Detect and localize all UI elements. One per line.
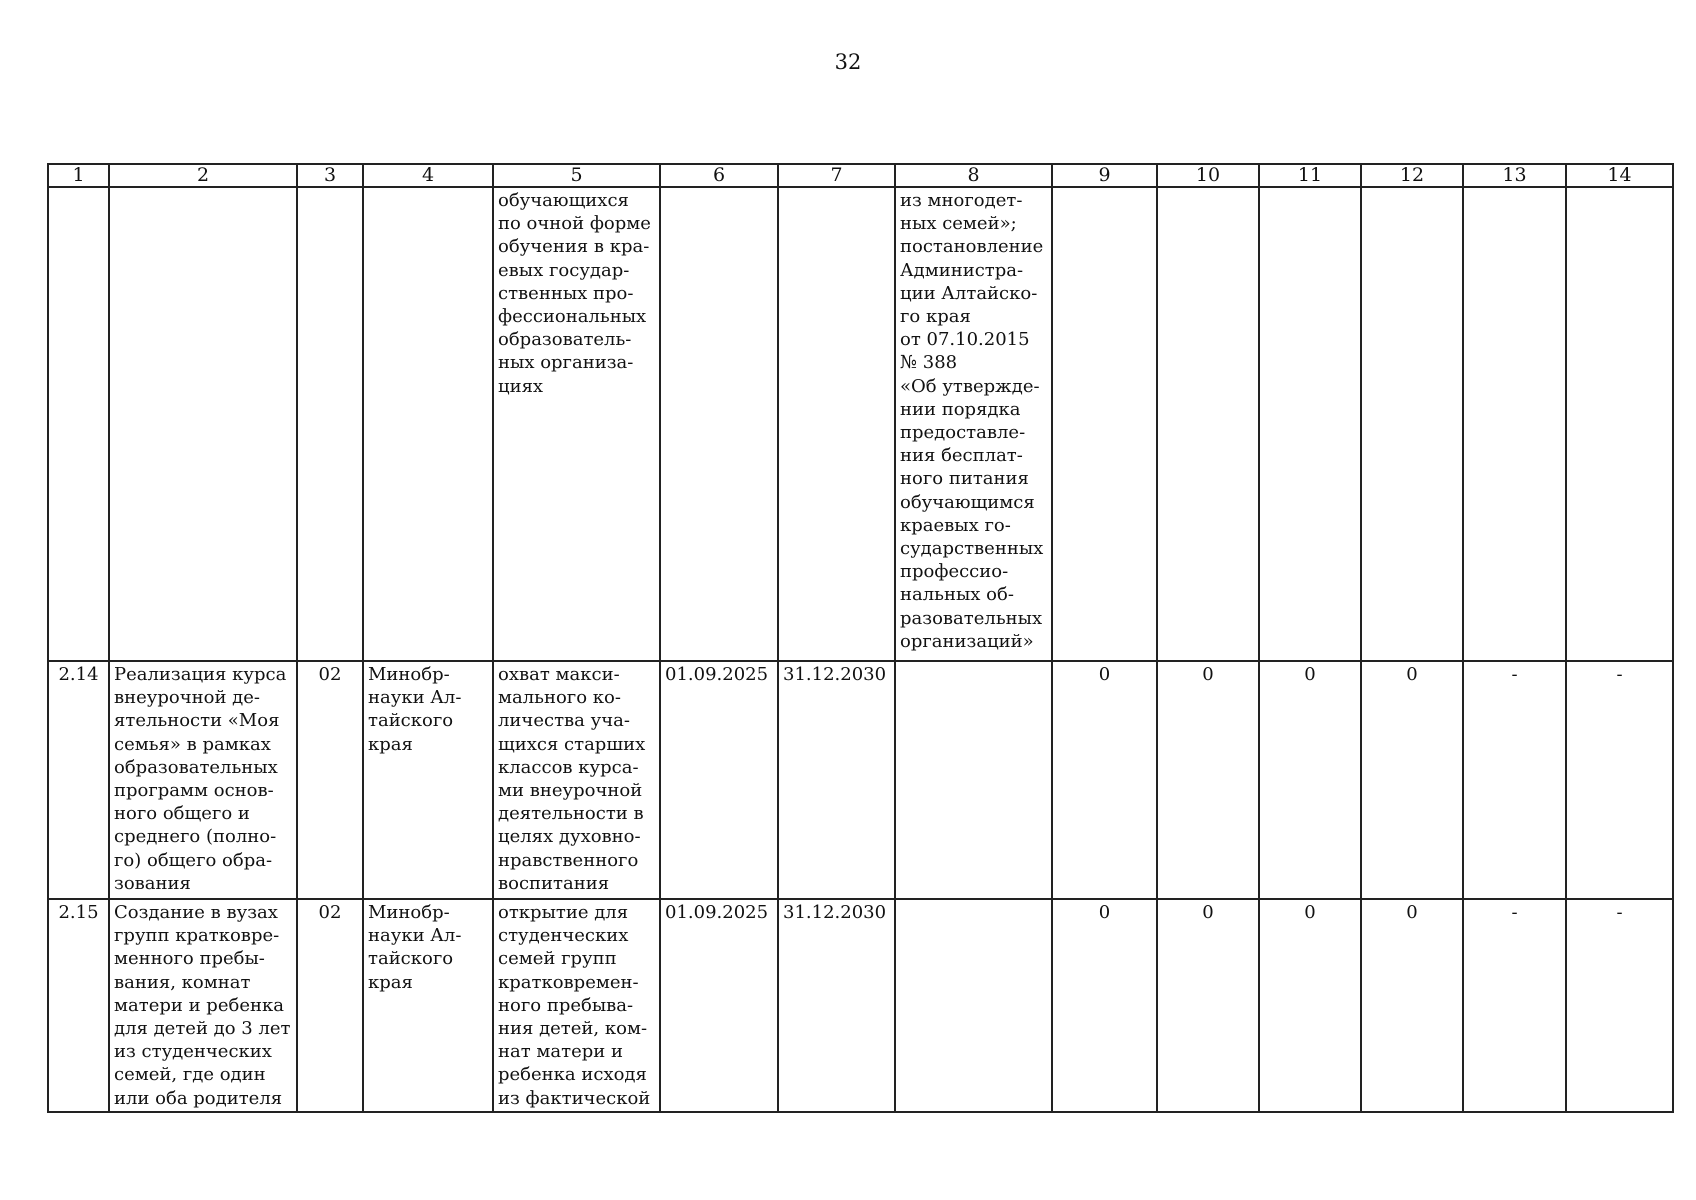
cell-legal-basis — [895, 187, 1052, 661]
cell-text: - — [1511, 902, 1518, 923]
cell-activity — [109, 661, 297, 899]
cell-text: Минобр- науки Ал- тайского края — [368, 902, 462, 993]
cell-legal-basis — [895, 661, 1052, 899]
table-row-2-15 — [48, 899, 1673, 1112]
header-cell-8: 8 — [895, 164, 1052, 187]
cell-value-13 — [1463, 661, 1566, 899]
header-cell-1: 1 — [48, 164, 109, 187]
cell-executor — [363, 187, 493, 661]
cell-text: 0 — [1304, 902, 1316, 923]
cell-text: - — [1616, 664, 1623, 685]
cell-value-9 — [1052, 661, 1157, 899]
cell-text: 0 — [1406, 664, 1418, 685]
cell-value-14 — [1566, 899, 1673, 1112]
cell-value-9 — [1052, 187, 1157, 661]
header-cell-14: 14 — [1566, 164, 1673, 187]
header-cell-4: 4 — [363, 164, 493, 187]
plan-table — [47, 163, 1674, 1113]
cell-code — [297, 661, 363, 899]
cell-text: 31.12.2030 — [783, 902, 887, 923]
cell-legal-basis — [895, 899, 1052, 1112]
cell-text: 0 — [1202, 664, 1214, 685]
header-cell-7: 7 — [778, 164, 895, 187]
cell-executor — [363, 661, 493, 899]
cell-text: 01.09.2025 — [665, 664, 769, 685]
header-cell-11: 11 — [1259, 164, 1361, 187]
cell-number — [48, 661, 109, 899]
cell-value-12 — [1361, 187, 1463, 661]
header-cell-13: 13 — [1463, 164, 1566, 187]
cell-text: 0 — [1098, 664, 1111, 685]
table-row-2-14 — [48, 661, 1673, 899]
cell-text: 0 — [1098, 902, 1111, 923]
cell-text: Создание в вузах групп кратковре- менного пребы- вания, комнат матери и ребенка для детей до 3 лет из студенческих семей, где один или оба родителя — [114, 902, 291, 1109]
cell-text: Реализация курса внеурочной де- ятельности «Моя семья» в рамках образовательных программ основ- ного общего и среднего (полно- го) общего обра- зования — [114, 664, 287, 894]
cell-text: 2.15 — [58, 902, 99, 923]
cell-code — [297, 187, 363, 661]
cell-value-13 — [1463, 899, 1566, 1112]
header-cell-5: 5 — [493, 164, 660, 187]
cell-value-14 — [1566, 187, 1673, 661]
cell-text: 31.12.2030 — [783, 664, 887, 685]
cell-value-12 — [1361, 661, 1463, 899]
cell-end-date — [778, 899, 895, 1112]
cell-text: из многодет- ных семей»; постановление Администра- ции Алтайско- го края от 07.10.2015 № 388 «Об утвержде- нии порядка предоставле- ния бесплат- ного питания обучающимся краевых го- сударственных профессио- нальных об- разовательных организаций» — [900, 190, 1044, 652]
header-cell-9: 9 — [1052, 164, 1157, 187]
cell-value-9 — [1052, 899, 1157, 1112]
cell-start-date — [660, 187, 778, 661]
cell-text: - — [1616, 902, 1623, 923]
cell-text: охват макси- мального ко- личества уча- щихся старших классов курса- ми внеурочной деятельности в целях духовно- нравственного воспитания — [498, 664, 646, 894]
cell-text: 0 — [1304, 664, 1316, 685]
cell-executor — [363, 899, 493, 1112]
cell-start-date — [660, 661, 778, 899]
cell-text: 0 — [1202, 902, 1214, 923]
cell-activity — [109, 899, 297, 1112]
cell-value-11 — [1259, 661, 1361, 899]
header-cell-3: 3 — [297, 164, 363, 187]
cell-text: открытие для студенческих семей групп кратковремен- ного пребыва- ния детей, ком- нат матери и ребенка исходя из фактической — [498, 902, 651, 1109]
cell-value-10 — [1157, 187, 1259, 661]
cell-text: 01.09.2025 — [665, 902, 769, 923]
cell-value-10 — [1157, 899, 1259, 1112]
header-row — [48, 164, 1673, 187]
cell-text: обучающихся по очной форме обучения в кра- евых государ- ственных про- фессиональных образователь- ных организа- циях — [498, 190, 651, 397]
cell-result — [493, 187, 660, 661]
cell-text: 02 — [318, 902, 342, 923]
cell-text: 2.14 — [58, 664, 99, 685]
cell-value-11 — [1259, 899, 1361, 1112]
cell-text: - — [1511, 664, 1518, 685]
cell-result — [493, 899, 660, 1112]
cell-activity — [109, 187, 297, 661]
cell-number — [48, 899, 109, 1112]
header-cell-2: 2 — [109, 164, 297, 187]
cell-value-10 — [1157, 661, 1259, 899]
header-cell-10: 10 — [1157, 164, 1259, 187]
cell-text: Минобр- науки Ал- тайского края — [368, 664, 462, 755]
table-row-continuation — [48, 187, 1673, 661]
cell-start-date — [660, 899, 778, 1112]
cell-value-12 — [1361, 899, 1463, 1112]
cell-value-13 — [1463, 187, 1566, 661]
header-cell-6: 6 — [660, 164, 778, 187]
header-cell-12: 12 — [1361, 164, 1463, 187]
cell-result — [493, 661, 660, 899]
cell-text: 0 — [1406, 902, 1418, 923]
cell-value-11 — [1259, 187, 1361, 661]
cell-end-date — [778, 661, 895, 899]
cell-end-date — [778, 187, 895, 661]
cell-text: 02 — [318, 664, 342, 685]
cell-value-14 — [1566, 661, 1673, 899]
cell-number — [48, 187, 109, 661]
page-number: 32 — [834, 50, 862, 74]
cell-code — [297, 899, 363, 1112]
